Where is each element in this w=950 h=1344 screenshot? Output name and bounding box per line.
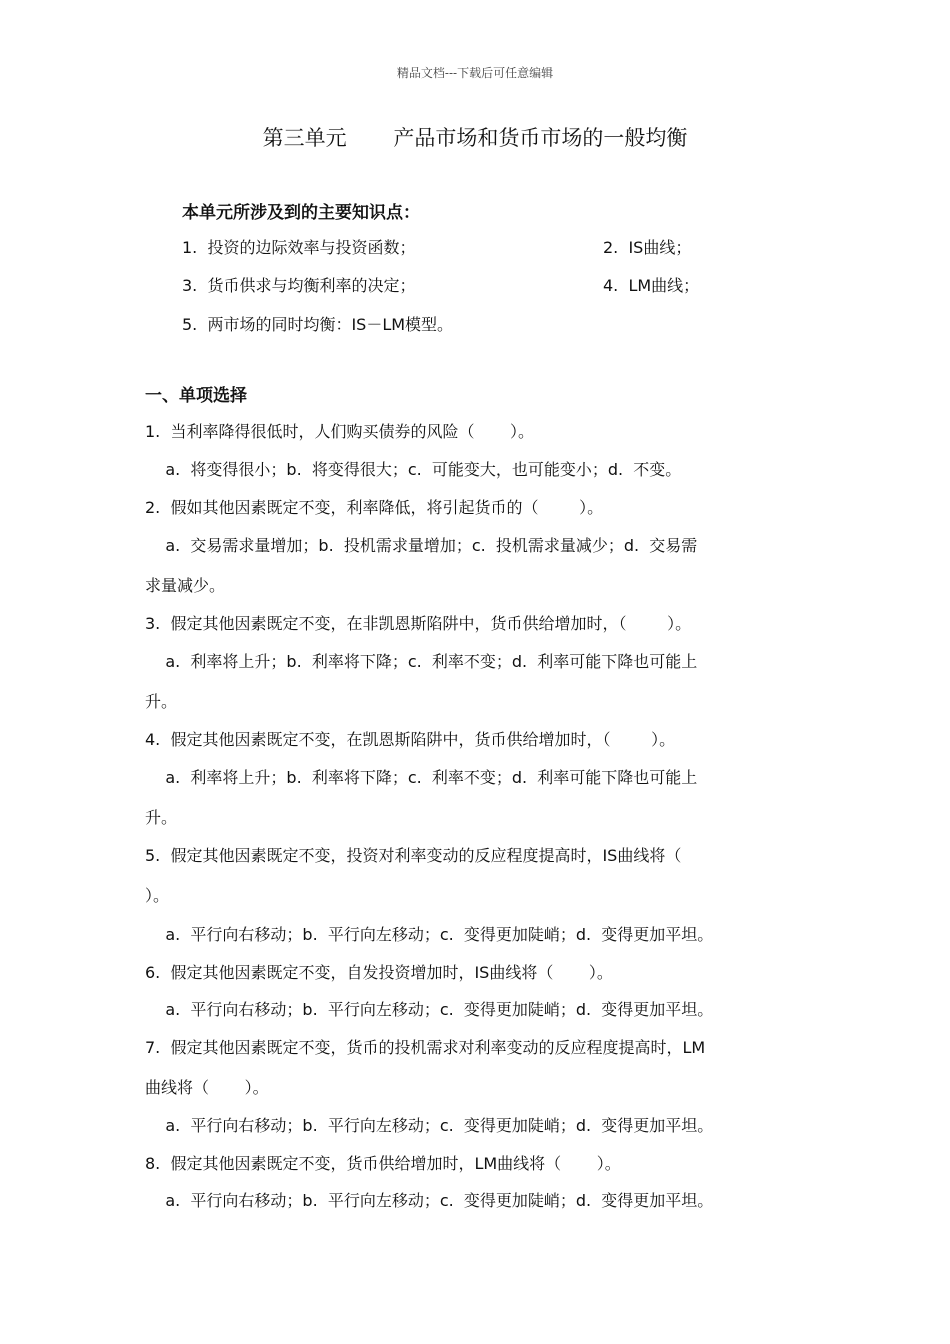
options-line: 升。	[145, 808, 178, 827]
question-line: 2. 假如其他因素既定不变，利率降低，将引起货币的（ ）。	[145, 498, 604, 517]
options-line: a. 平行向右移动；b. 平行向左移动；c. 变得更加陡峭；d. 变得更加平坦。	[145, 1000, 714, 1019]
knowledge-point: 4. LM曲线；	[603, 276, 700, 295]
options-line: a. 交易需求量增加；b. 投机需求量增加；c. 投机需求量减少；d. 交易需	[145, 536, 698, 555]
knowledge-point: 5. 两市场的同时均衡：IS－LM模型。	[182, 315, 454, 334]
options-line: a. 平行向右移动；b. 平行向左移动；c. 变得更加陡峭；d. 变得更加平坦。	[145, 1116, 714, 1135]
question-line: 3. 假定其他因素既定不变，在非凯恩斯陷阱中，货币供给增加时，（ ）。	[145, 614, 692, 633]
knowledge-points-heading: 本单元所涉及到的主要知识点：	[182, 203, 420, 223]
options-line: a. 平行向右移动；b. 平行向左移动；c. 变得更加陡峭；d. 变得更加平坦。	[145, 925, 714, 944]
options-line: a. 将变得很小；b. 将变得很大；c. 可能变大，也可能变小；d. 不变。	[145, 460, 682, 479]
knowledge-point: 2. IS曲线；	[603, 238, 692, 257]
question-line: 4. 假定其他因素既定不变，在凯恩斯陷阱中，货币供给增加时，（ ）。	[145, 730, 676, 749]
page-header-note: 精品文档---下载后可任意编辑	[396, 66, 554, 80]
question-line: 6. 假定其他因素既定不变，自发投资增加时，IS曲线将（ ）。	[145, 963, 613, 982]
options-line: 求量减少。	[145, 576, 226, 595]
question-line: 1. 当利率降得很低时，人们购买债券的风险（ ）。	[145, 422, 535, 441]
question-line: 5. 假定其他因素既定不变，投资对利率变动的反应程度提高时，IS曲线将（	[145, 846, 682, 865]
section-heading-single-choice: 一、单项选择	[145, 386, 247, 406]
options-line: a. 利率将上升；b. 利率将下降；c. 利率不变；d. 利率可能下降也可能上	[145, 652, 698, 671]
options-line: 升。	[145, 692, 178, 711]
options-line: a. 平行向右移动；b. 平行向左移动；c. 变得更加陡峭；d. 变得更加平坦。	[145, 1191, 714, 1210]
knowledge-point: 1. 投资的边际效率与投资函数；	[182, 238, 416, 257]
question-line: 曲线将（ ）。	[145, 1078, 269, 1097]
question-line: ）。	[145, 886, 170, 905]
knowledge-point: 3. 货币供求与均衡利率的决定；	[182, 276, 416, 295]
question-line: 7. 假定其他因素既定不变，货币的投机需求对利率变动的反应程度提高时，LM	[145, 1038, 706, 1057]
question-line: 8. 假定其他因素既定不变，货币供给增加时，LM曲线将（ ）。	[145, 1154, 621, 1173]
unit-title: 第三单元 产品市场和货币市场的一般均衡	[262, 126, 688, 150]
options-line: a. 利率将上升；b. 利率将下降；c. 利率不变；d. 利率可能下降也可能上	[145, 768, 698, 787]
